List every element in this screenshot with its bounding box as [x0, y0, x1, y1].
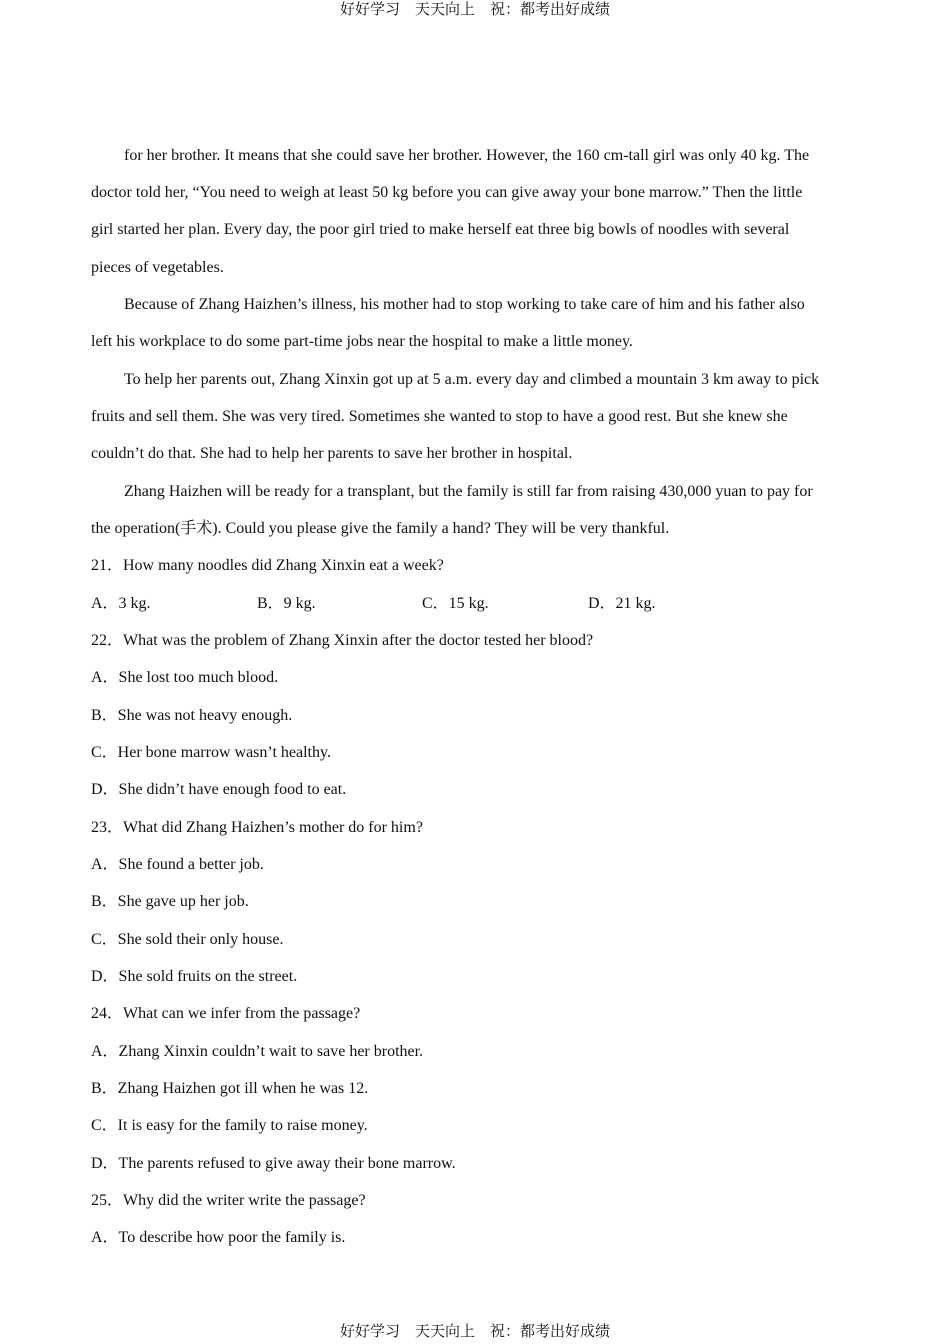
question-22-option-a: A．She lost too much blood.	[91, 669, 279, 686]
passage-line: girl started her plan. Every day, the poor girl tried to make herself eat three big bowls of noodles with several	[91, 221, 790, 238]
passage-line: for her brother. It means that she could save her brother. However, the 160 cm-tall girl was only 40 kg. The	[124, 147, 810, 164]
question-24-stem: 24．What can we infer from the passage?	[91, 1005, 361, 1022]
question-24-option-d: D．The parents refused to give away their bone marrow.	[91, 1155, 456, 1172]
question-25-stem: 25．Why did the writer write the passage?	[91, 1192, 366, 1209]
passage-line: To help her parents out, Zhang Xinxin got up at 5 a.m. every day and climbed a mountain 3 km away to pick	[124, 371, 820, 388]
question-23-option-a: A．She found a better job.	[91, 856, 264, 873]
question-23-stem: 23．What did Zhang Haizhen’s mother do for him?	[91, 819, 423, 836]
question-24-option-c: C．It is easy for the family to raise money.	[91, 1117, 368, 1134]
question-24-option-a: A．Zhang Xinxin couldn’t wait to save her brother.	[91, 1043, 424, 1060]
passage-line: Zhang Haizhen will be ready for a transplant, but the family is still far from raising 430,000 yuan to pay for	[124, 483, 813, 500]
page-header: 好好学习 天天向上 祝：都考出好成绩	[339, 0, 610, 18]
passage-line: pieces of vegetables.	[91, 259, 224, 276]
passage-line: couldn’t do that. She had to help her parents to save her brother in hospital.	[91, 445, 573, 462]
question-22-option-c: C．Her bone marrow wasn’t healthy.	[91, 744, 331, 761]
question-22-option-d: D．She didn’t have enough food to eat.	[91, 781, 347, 798]
passage-line: left his workplace to do some part-time jobs near the hospital to make a little money.	[91, 333, 633, 350]
question-21-option-c: C．15 kg.	[422, 595, 489, 612]
passage-line: the operation(手术). Could you please give the family a hand? They will be very thankful.	[91, 520, 670, 537]
passage-line: fruits and sell them. She was very tired. Sometimes she wanted to stop to have a good rest. But she knew she	[91, 408, 788, 425]
question-21-stem: 21．How many noodles did Zhang Xinxin eat a week?	[91, 557, 444, 574]
passage-line: doctor told her, “You need to weigh at least 50 kg before you can give away your bone marrow.” Then the little	[91, 184, 803, 201]
question-21-option-a: A．3 kg.	[91, 595, 151, 612]
question-23-option-c: C．She sold their only house.	[91, 931, 284, 948]
question-21-option-d: D．21 kg.	[588, 595, 656, 612]
question-25-option-a: A．To describe how poor the family is.	[91, 1229, 346, 1246]
question-21-option-b: B．9 kg.	[257, 595, 316, 612]
question-23-option-b: B．She gave up her job.	[91, 893, 249, 910]
question-24-option-b: B．Zhang Haizhen got ill when he was 12.	[91, 1080, 369, 1097]
passage-line: Because of Zhang Haizhen’s illness, his mother had to stop working to take care of him and his father also	[124, 296, 805, 313]
question-23-option-d: D．She sold fruits on the street.	[91, 968, 298, 985]
question-22-stem: 22．What was the problem of Zhang Xinxin after the doctor tested her blood?	[91, 632, 594, 649]
page-footer: 好好学习 天天向上 祝：都考出好成绩	[339, 1322, 610, 1340]
question-22-option-b: B．She was not heavy enough.	[91, 707, 293, 724]
